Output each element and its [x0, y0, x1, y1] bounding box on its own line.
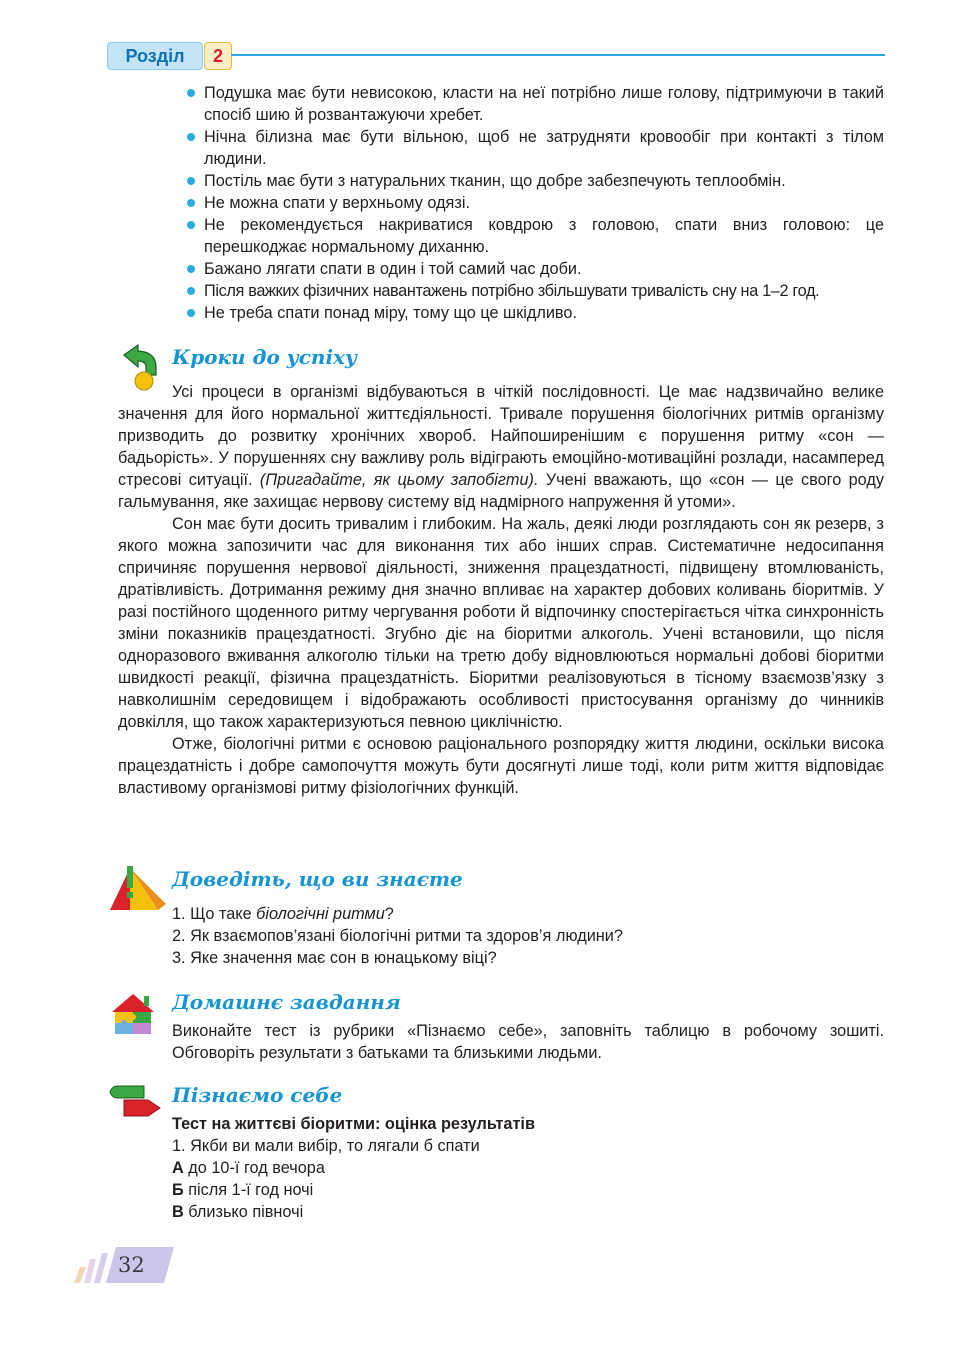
list-item: Постіль має бути з натуральних тканин, що добре забезпечують теплообмін. [186, 170, 884, 192]
puzzle-house-icon [110, 992, 156, 1038]
paragraph-text: Усі процеси в організмі відбуваються в чіткій послідовності. Це має надзвичайно велике значення для його нормальної життєдіяльності. Тривале порушення біологічних ритмів організму призводить до розвитку хронічних хвороб. Найпоширенішим є порушення ритму «сон — бадьорість». У порушеннях сну важливу роль відіграють емоційно-мотиваційні розлади, насамперед стресові ситуації. [118, 383, 884, 489]
question-text: 1. Що таке [172, 905, 257, 923]
option-text: після 1-ї год ночі [188, 1181, 314, 1199]
self-test-arrows-icon [104, 1084, 164, 1118]
sleep-rules-list [186, 82, 884, 324]
test-title: Тест на життєві біоритми: оцінка результатів [172, 1115, 535, 1133]
homework-text: Виконайте тест із рубрики «Пізнаємо себе», заповніть таблицю в робочому зошиті. Обговоріть результати з батьками та близькими людьми. [172, 1022, 884, 1062]
list-item: Не можна спати у верхньому одязі. [186, 192, 884, 214]
list-item: 2. Як взаємопов’язані біологічні ритми та здоров’я людини? [172, 927, 623, 945]
paragraph: Отже, біологічні ритми є основою раціонального розпорядку життя людини, оскільки висока працездатність і добре самопочуття можуть бути досягнуті лише тоді, коли ритм життя відповідає властивому організмові ритму фізіологічних функцій. [118, 735, 884, 797]
page-number: 32 [118, 1253, 145, 1277]
chapter-header [107, 40, 885, 70]
homework-section-title: Домашнє завдання [172, 990, 401, 1014]
test-option [172, 1157, 884, 1179]
prove-section-title: Доведіть, що ви знаєте [172, 867, 463, 891]
option-letter: Б [172, 1181, 184, 1199]
paragraph-text: Учені вважають, що «сон — це свого роду гальмування, яке захищає нервову систему від надмірного напруження й утоми». [118, 471, 884, 511]
option-letter: В [172, 1203, 184, 1221]
question-italic: біологічні ритми [256, 905, 385, 923]
option-text: до 10-ї год вечора [188, 1159, 325, 1177]
list-item: Подушка має бути невисокою, класти на неї потрібно лише голову, підтримуючи в такий спосіб шию й розвантажуючи хребет. [186, 82, 884, 126]
list-item: Не рекомендується накриватися ковдрою з головою, спати вниз головою: це перешкоджає нормальному диханню. [186, 214, 884, 258]
self-section-title: Пізнаємо себе [172, 1083, 343, 1107]
option-text: близько півночі [188, 1203, 304, 1221]
header-rule [231, 54, 885, 56]
list-item: Нічна білизна має бути вільною, щоб не затрудняти кровообіг при контакті з тілом людини. [186, 126, 884, 170]
list-item: 3. Яке значення має сон в юнацькому віці? [172, 949, 497, 967]
paragraph [118, 381, 884, 513]
question-text: ? [384, 905, 394, 923]
list-item: Бажано лягати спати в один і той самий час доби. [186, 258, 884, 280]
section-number: 2 [204, 42, 232, 70]
steps-section-body [118, 381, 884, 799]
list-item: Не треба спати понад міру, тому що це шкідливо. [186, 302, 884, 324]
paragraph: Сон має бути досить тривалим і глибоким. На жаль, деякі люди розглядають сон як резерв, з якого можна запозичити час для виконання тих або інших справ. Систематичне недосипання спричиняє порушення нервової діяльності, зниження працездатності, підвищену втомлюваність, дратівливість. Дотримання режиму дня значно впливає на характер добових коливань біоритмів. У разі постійного щоденного ритму чергування роботи й відпочинку спостерігається чітка синхронність зміни показників працездатності. Згубно діє на біоритми алкоголь. Учені встановили, що після одноразового вживання алкоголю тільки на третю добу відновлюються нормальні добові біоритми швидкості реакції, фізична працездатність. Біоритми реалізовуються в тісному взаємозв’язку з навколишнім середовищем і відображають особливості пристосування організму до чинників довкілля, що також характеризуються певною циклічністю. [118, 515, 884, 731]
paragraph-italic: (Пригадайте, як цьому запобігти). [259, 471, 539, 489]
steps-section-title: Кроки до успіху [172, 345, 357, 369]
list-item: Після важких фізичних навантажень потрібно збільшувати тривалість сну на 1–2 год. [186, 280, 884, 302]
exclamation-pyramid-icon [108, 864, 168, 916]
option-letter: А [172, 1159, 184, 1177]
test-option [172, 1179, 884, 1201]
self-test-block [172, 1113, 884, 1223]
test-question: 1. Якби ви мали вибір, то лягали б спати [172, 1137, 480, 1155]
list-item [172, 903, 884, 925]
section-label: Розділ [107, 42, 203, 70]
questions-list [172, 903, 884, 969]
test-option [172, 1201, 884, 1223]
